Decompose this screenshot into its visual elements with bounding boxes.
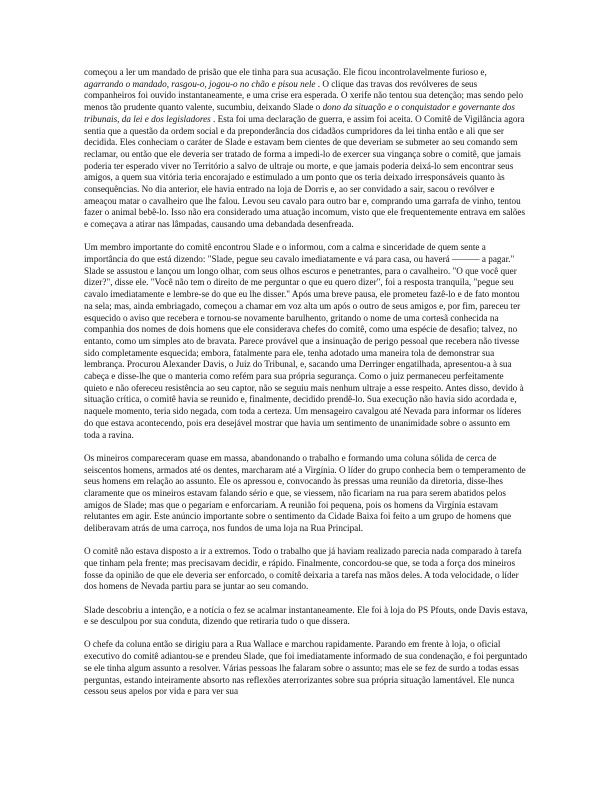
text-run: Os mineiros compareceram quase em massa, abandonando o trabalho e formando uma coluna sólida de cerca de seiscentos homens, armados até os dentes, marcharam até a Virgínia. O líder do grupo conhecia bem o temperamento de seus homens em relação ao assunto. Ele os apressou e, convocando às pressas uma reunião da diretoria, disse-lhes claramente que os mineiros estavam falando sério e que, se viessem, não ficariam na rua para serem abatidos pelos amigos de Slade; mas que o pegariam e enforcariam. A reunião foi pequena, pois os homens da Virgínia estavam relutantes em agir. Este anúncio importante sobre o sentimento da Cidade Baixa foi feito a um grupo de homens que deliberavam atrás de uma carroça, nos fundos de uma loja na Rua Principal. [84, 452, 526, 534]
text-run: O chefe da coluna então se dirigiu para a Rua Wallace e marchou rapidamente. Parando em frente à loja, o oficial executivo do comitê adiantou-se e prendeu Slade, que foi imediatamente informado de sua condenação, e foi perguntado se ele tinha algum assunto a resolver. Várias pessoas lhe falaram sobre o assunto; mas ele se fez de surdo a todas essas perguntas, estando inteiramente absorto nas reflexões aterrorizantes sobre sua própria situação lamentável. Ele nunca cessou seus apelos por vida e para ver sua [84, 639, 528, 697]
text-run: Um membro importante do comitê encontrou Slade e o informou, com a calma e sinceridade de quem sente a importância do que está dizendo: "Slade, pegue seu cavalo imediatamente e vá para casa, ou haverá ——— a pagar." Slade se assustou e lançou um longo olhar, com seus olhos escuros e penetrantes, para o cavalheiro. "O que você quer dizer?", disse ele. "Você não tem o direito de me perguntar o que eu quero dizer", foi a resposta tranquila, "pegue seu cavalo imediatamente e lembre-se do que eu lhe disser." Após uma breve pausa, ele prometeu fazê-lo e de fato montou na sela; mas, ainda embriagado, começou a chamar em voz alta um após o outro de seus amigos e, por fim, pareceu ter esquecido o aviso que recebera e tornou-se novamente barulhento, gritando o nome de uma cortesã conhecida na companhia dos nomes de dois homens que ele considerava chefes do comitê, como uma espécie de desafio; talvez, no entanto, como um simples ato de bravata. Parece provável que a insinuação de perigo pessoal que recebera não tivesse sido completamente esquecida; embora, fatalmente para ele, tenha adotado uma maneira tola de demonstrar sua lembrança. Procurou Alexander Davis, o Juiz do Tribunal, e, sacando uma Derringer engatilhada, apresentou-a à sua cabeça e disse-lhe que o manteria como refém para sua própria segurança. Como o juiz permaneceu perfeitamente quieto e não ofereceu resistência ao seu captor, não se seguiu mais nenhum ultraje a esse respeito. Antes disso, devido à situação crítica, o comitê havia se reunido e, finalmente, decidido prendê-lo. Sua execução não havia sido acordada e, naquele momento, teria sido negada, com toda a certeza. Um mensageiro cavalgou até Nevada para informar os líderes do que estava acontecendo, pois era desejável mostrar que havia um sentimento de unanimidade sobre o assunto em toda a ravina. [84, 242, 524, 440]
paragraph-2 [84, 242, 528, 441]
paragraph-3 [84, 453, 528, 535]
paragraph-1 [84, 67, 528, 231]
text-run: começou a ler um mandado de prisão que ele tinha para sua acusação. Ele ficou incontrolavelmente furioso e, [84, 67, 487, 77]
text-run: O comitê não estava disposto a ir a extremos. Todo o trabalho que já haviam realizado parecia nada comparado à tarefa que tinham pela frente; mas precisavam decidir, e rápido. Finalmente, concordou-se que, se toda a força dos mineiros fosse da opinião de que ele deveria ser enforcado, o comitê deixaria a tarefa nas mãos deles. A toda velocidade, o líder dos homens de Nevada partiu para se juntar ao seu comando. [84, 546, 522, 592]
italic-text-run: dono da situação e o conquistador e governante dos tribunais, da lei e dos legisladores [84, 102, 515, 124]
text-run: . O clique das travas dos revólveres de seus companheiros foi ouvido instantaneamente, e uma crise era esperada. O xerife não tentou sua detenção; mas sendo pelo menos tão prudente quanto valente, sucumbiu, deixando Slade o [84, 78, 524, 113]
paragraph-4 [84, 546, 528, 593]
italic-text-run: agarrando o mandado, rasgou-o, jogou-o no chão e pisou nele [84, 78, 316, 89]
document-page [84, 67, 528, 698]
text-run: . Esta foi uma declaração de guerra, e assim foi aceita. O Comitê de Vigilância agora sentia que a questão da ordem social e da preponderância dos cidadãos cumpridores da lei tinha então e ali que ser decidida. Eles conheciam o caráter de Slade e estavam bem cientes de que deveriam se submeter ao seu comando sem reclamar, ou então que ele deveria ser tratado de forma a impedi-lo de exercer sua vingança sobre o comitê, que jamais poderia ter esperado viver no Território a salvo de ultraje ou morte, e que jamais poderia deixá-lo sem encontrar seus amigos, a quem sua vitória teria encorajado e estimulado a um ponto que os teria deixado irresponsáveis quanto às consequências. No dia anterior, ele havia entrado na loja de Dorris e, ao ser convidado a sair, sacou o revólver e ameaçou matar o cavalheiro que lhe falou. Levou seu cavalo para outro bar e, comprando uma garrafa de vinho, tentou fazer o animal bebê-lo. Isso não era considerado uma atuação incomum, visto que ele frequentemente entrava em salões e começava a atirar nas lâmpadas, causando uma debandada desenfreada. [84, 113, 526, 230]
text-run: Slade descobriu a intenção, e a notícia o fez se acalmar instantaneamente. Ele foi à loja do PS Pfouts, onde Davis estava, e se desculpou por sua conduta, dizendo que retiraria tudo o que dissera. [84, 604, 528, 627]
paragraph-6 [84, 639, 528, 698]
paragraph-5 [84, 605, 528, 628]
